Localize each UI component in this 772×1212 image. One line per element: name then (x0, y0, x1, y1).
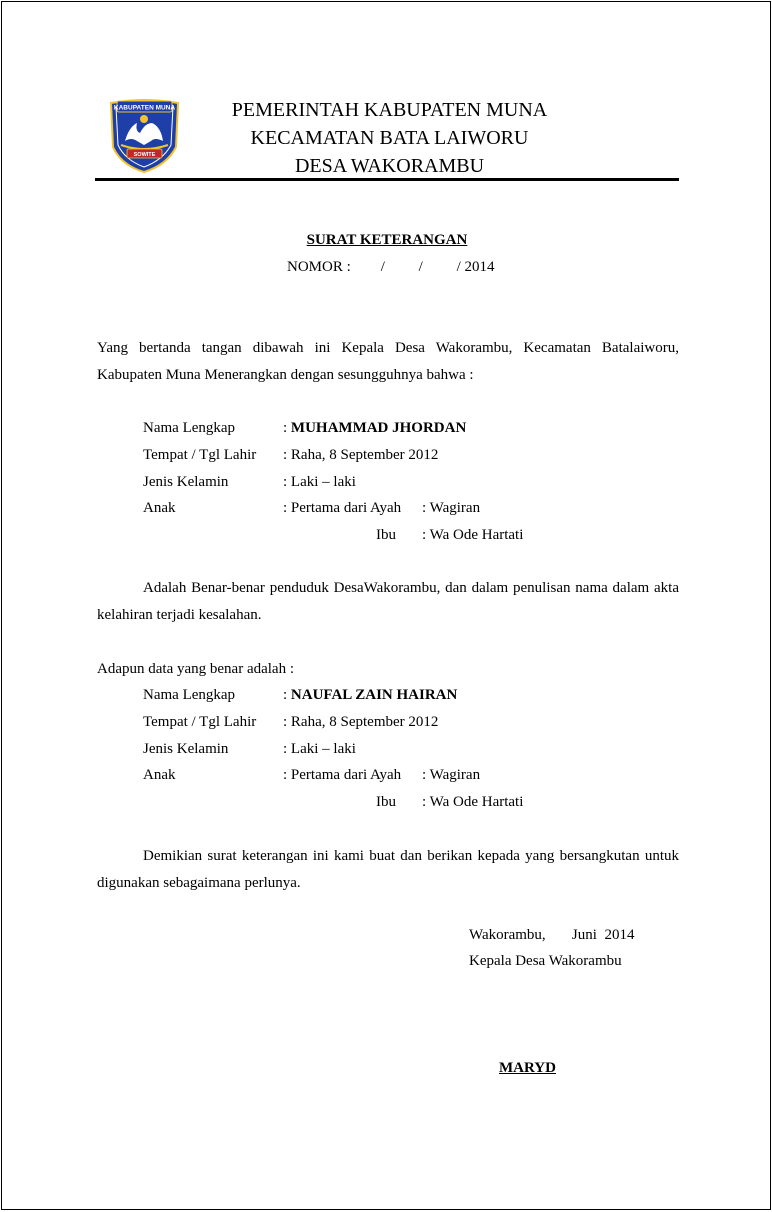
p2-ttl-value: : Raha, 8 September 2012 (283, 714, 439, 730)
p2-name-value: : NAUFAL ZAIN HAIRAN (283, 687, 458, 703)
letterhead-divider (95, 178, 679, 181)
kabupaten-muna-emblem-icon (107, 97, 182, 173)
p2-gender-value: : Laki – laki (283, 741, 356, 757)
logo-bottom-text: SOWITE (133, 152, 156, 158)
intro-paragraph: Yang bertanda tangan dibawah ini Kepala Desa Wakorambu, Kecamatan Batalaiworu, Kabupaten Muna Menerangkan dengan sesungguhnya bahwa : (97, 340, 679, 383)
p1-name-label: Nama Lengkap (143, 420, 236, 436)
p2-child-label: Anak (143, 767, 176, 783)
document-number: NOMOR : / / / 2014 (287, 259, 495, 275)
p2-ttl-label: Tempat / Tgl Lahir (143, 714, 257, 730)
letterhead-line-2: KECAMATAN BATA LAIWORU (250, 127, 529, 149)
logo-top-text: KABUPATEN MUNA (113, 104, 176, 112)
signature-position: Kepala Desa Wakorambu (469, 953, 622, 969)
p1-child-label: Anak (143, 500, 176, 516)
letterhead (202, 96, 577, 180)
p1-mother-label: Ibu (376, 527, 396, 543)
signature-place-date: Wakorambu, Juni 2014 (469, 927, 635, 943)
p2-father-value: : Wagiran (422, 767, 481, 783)
p1-ttl-label: Tempat / Tgl Lahir (143, 447, 257, 463)
closing-paragraph: Demikian surat keterangan ini kami buat dan berikan kepada yang bersangkutan untuk digunakan sebagaimana perlunya. (97, 848, 679, 891)
letter-page (1, 1, 771, 1210)
letterhead-line-3: DESA WAKORAMBU (294, 155, 485, 177)
signatory-name: MARYD (499, 1060, 556, 1076)
p2-mother-label: Ibu (376, 794, 396, 810)
p1-father-value: : Wagiran (422, 500, 481, 516)
statement-paragraph: Adalah Benar-benar penduduk DesaWakorambu, dan dalam penulisan nama dalam akta kelahiran terjadi kesalahan. (97, 580, 679, 623)
p2-name-label: Nama Lengkap (143, 687, 236, 703)
p1-gender-value: : Laki – laki (283, 474, 356, 490)
p1-mother-value: : Wa Ode Hartati (422, 527, 524, 543)
letterhead-line-1: PEMERINTAH KABUPATEN MUNA (231, 99, 548, 121)
p1-name-value: : MUHAMMAD JHORDAN (283, 420, 467, 436)
p2-gender-label: Jenis Kelamin (143, 741, 229, 757)
p2-mother-value: : Wa Ode Hartati (422, 794, 524, 810)
correct-data-intro: Adapun data yang benar adalah : (97, 661, 294, 677)
p2-child-value: : Pertama dari Ayah (283, 767, 402, 783)
p1-child-value: : Pertama dari Ayah (283, 500, 402, 516)
document-title: SURAT KETERANGAN (306, 232, 468, 248)
p1-ttl-value: : Raha, 8 September 2012 (283, 447, 439, 463)
p1-gender-label: Jenis Kelamin (143, 474, 229, 490)
